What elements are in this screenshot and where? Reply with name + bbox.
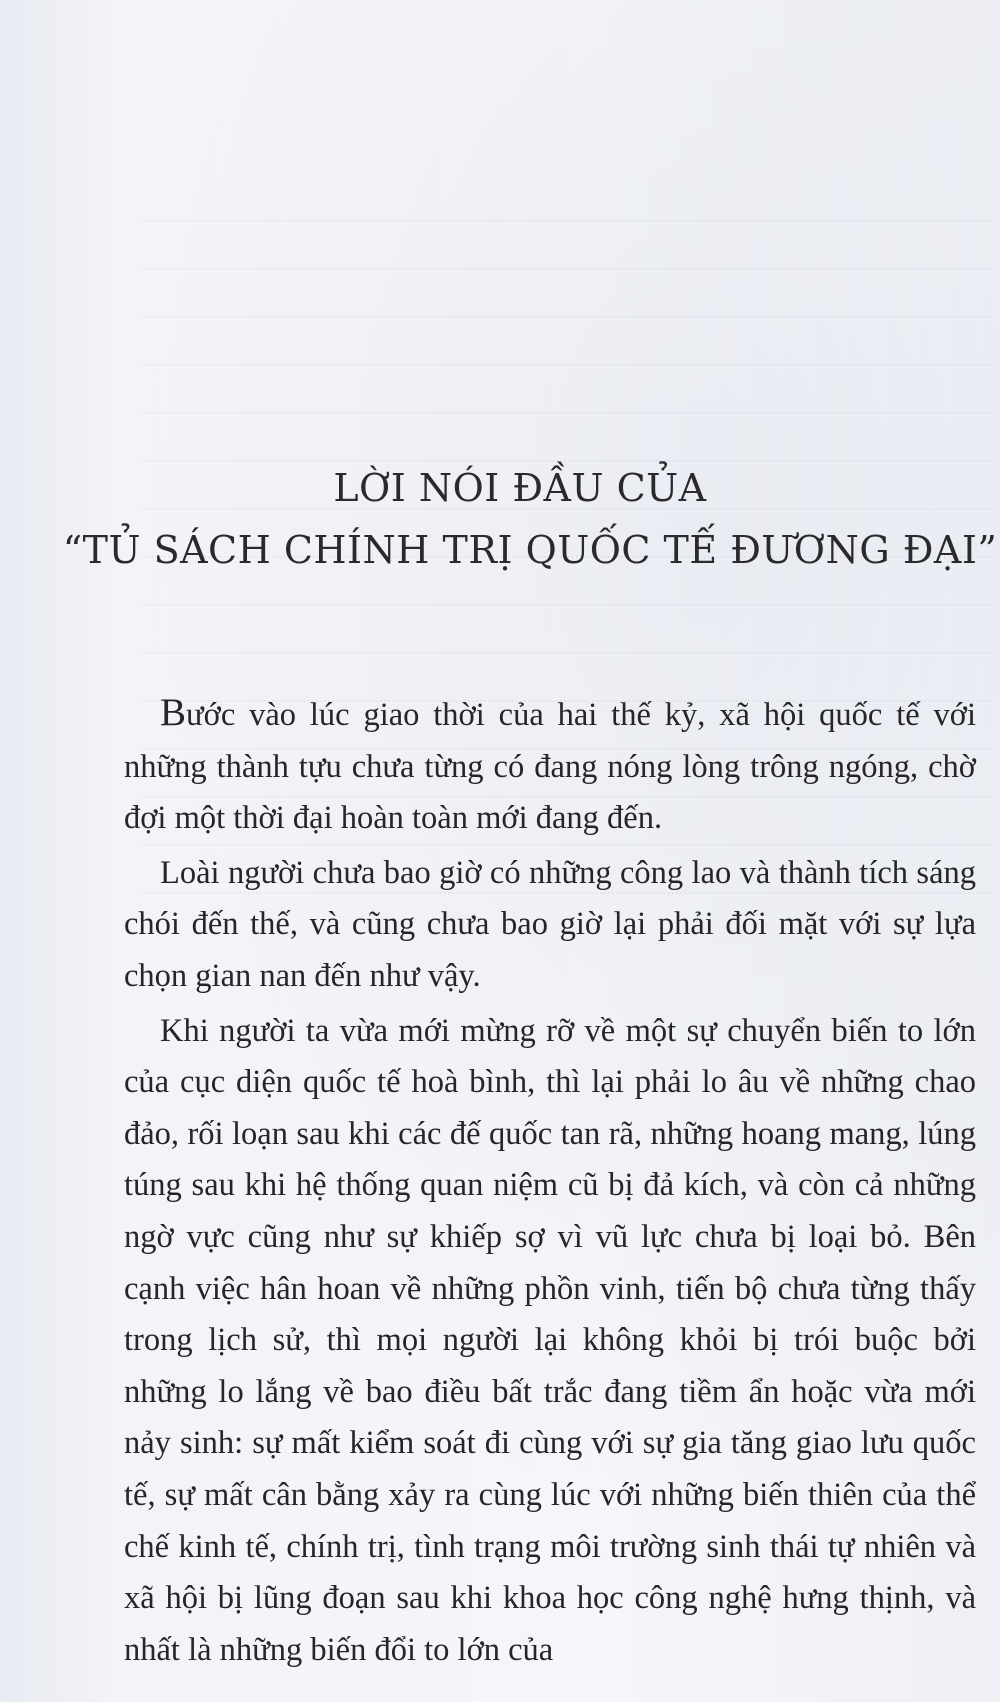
paragraph-3: Khi người ta vừa mới mừng rỡ về một sự chuyển biến to lớn của cục diện quốc tế hoà bình, thì lại phải lo âu về những chao đảo, rối loạn sau khi các đế quốc tan rã, những hoang mang, lúng túng sau khi hệ thống quan niệm cũ bị đả kích, và còn cả những ngờ vực cũng như sự khiếp sợ vì vũ lực chưa bị loại bỏ. Bên cạnh việc hân hoan về những phồn vinh, tiến bộ chưa từng thấy trong lịch sử, thì mọi người lại không khỏi bị trói buộc bởi những lo lắng về bao điều bất trắc đang tiềm ẩn hoặc vừa mới nảy sinh: sự mất kiểm soát đi cùng với sự gia tăng giao lưu quốc tế, sự mất cân bằng xảy ra cùng lúc với những biến thiên của thể chế kinh tế, chính trị, tình trạng môi trường sinh thái tự nhiên và xã hội bị lũng đoạn sau khi khoa học công nghệ hưng thịnh, và nhất là những biến đổi to lớn của — [124, 1012, 976, 1668]
paragraph-1-initial: B — [160, 691, 187, 734]
paragraph-1 — [124, 690, 976, 845]
preface-body — [124, 690, 976, 1679]
preface-title-line-1: LỜI NÓI ĐẦU CỦA — [333, 466, 707, 510]
paragraph-1-text: ước vào lúc giao thời của hai thế kỷ, xã hội quốc tế với những thành tựu chưa từng có đang nóng lòng trông ngóng, chờ đợi một thời đại hoàn toàn mới đang đến. — [124, 697, 976, 837]
preface-title-line-2: “TỦ SÁCH CHÍNH TRỊ QUỐC TẾ ĐƯƠNG ĐẠI” — [62, 528, 998, 572]
paragraph-2: Loài người chưa bao giờ có những công lao và thành tích sáng chói đến thế, và cũng chưa bao giờ lại phải đối mặt với sự lựa chọn gian nan đến như vậy. — [124, 854, 976, 994]
